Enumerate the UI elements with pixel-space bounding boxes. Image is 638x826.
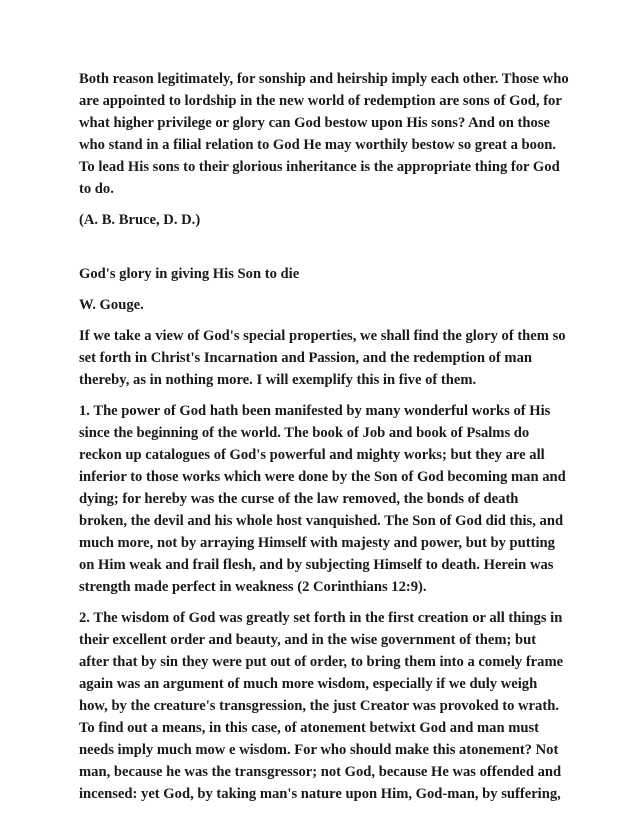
paragraph-continuation: Both reason legitimately, for sonship and heirship imply each other. Those who are appointed to lordship in the new world of redemption are sons of God, for what higher privilege or glory can God bestow upon His sons? And on those who stand in a filial relation to God He may worthily bestow so great a boon. To lead His sons to their glorious inheritance is the appropriate thing for God to do. (79, 71, 569, 197)
paragraph-wisdom: 2. The wisdom of God was greatly set forth in the first creation or all things in their excellent order and beauty, and in the wise government of them; but after that by sin they were put out of order, to bring them into a comely frame again was an argument of much more wisdom, especially if we duly weigh how, by the creature's transgression, the just Creator was provoked to wrath. To find out a means, in this case, of atonement betwixt God and man must needs imply much mow e wisdom. For who should make this atonement? Not man, because he was the transgressor; not God, because He was offended and incensed: yet God, by taking man's nature upon Him, God-man, by suffering, (79, 610, 564, 802)
paragraph-power: 1. The power of God hath been manifested by many wonderful works of His since the beginning of the world. The book of Job and book of Psalms do reckon up catalogues of God's powerful and mighty works; but they are all inferior to those works which were done by the Son of God becoming man and dying; for hereby was the curse of the law removed, the bonds of death broken, the devil and his whole host vanquished. The Son of God did this, and much more, not by arraying Himself with majesty and power, but by putting on Him weak and frail flesh, and by subjecting Himself to death. Herein was strength made perfect in weakness (2 Corinthians 12:9). (79, 403, 566, 595)
document-page (79, 68, 569, 814)
author-name: W. Gouge. (79, 297, 144, 313)
attribution: (A. B. Bruce, D. D.) (79, 212, 201, 228)
paragraph-intro: If we take a view of God's special properties, we shall find the glory of them so set forth in Christ's Incarnation and Passion, and the redemption of man thereby, as in nothing more. I will exemplify this in five of them. (79, 328, 566, 388)
section-title: God's glory in giving His Son to die (79, 266, 300, 282)
